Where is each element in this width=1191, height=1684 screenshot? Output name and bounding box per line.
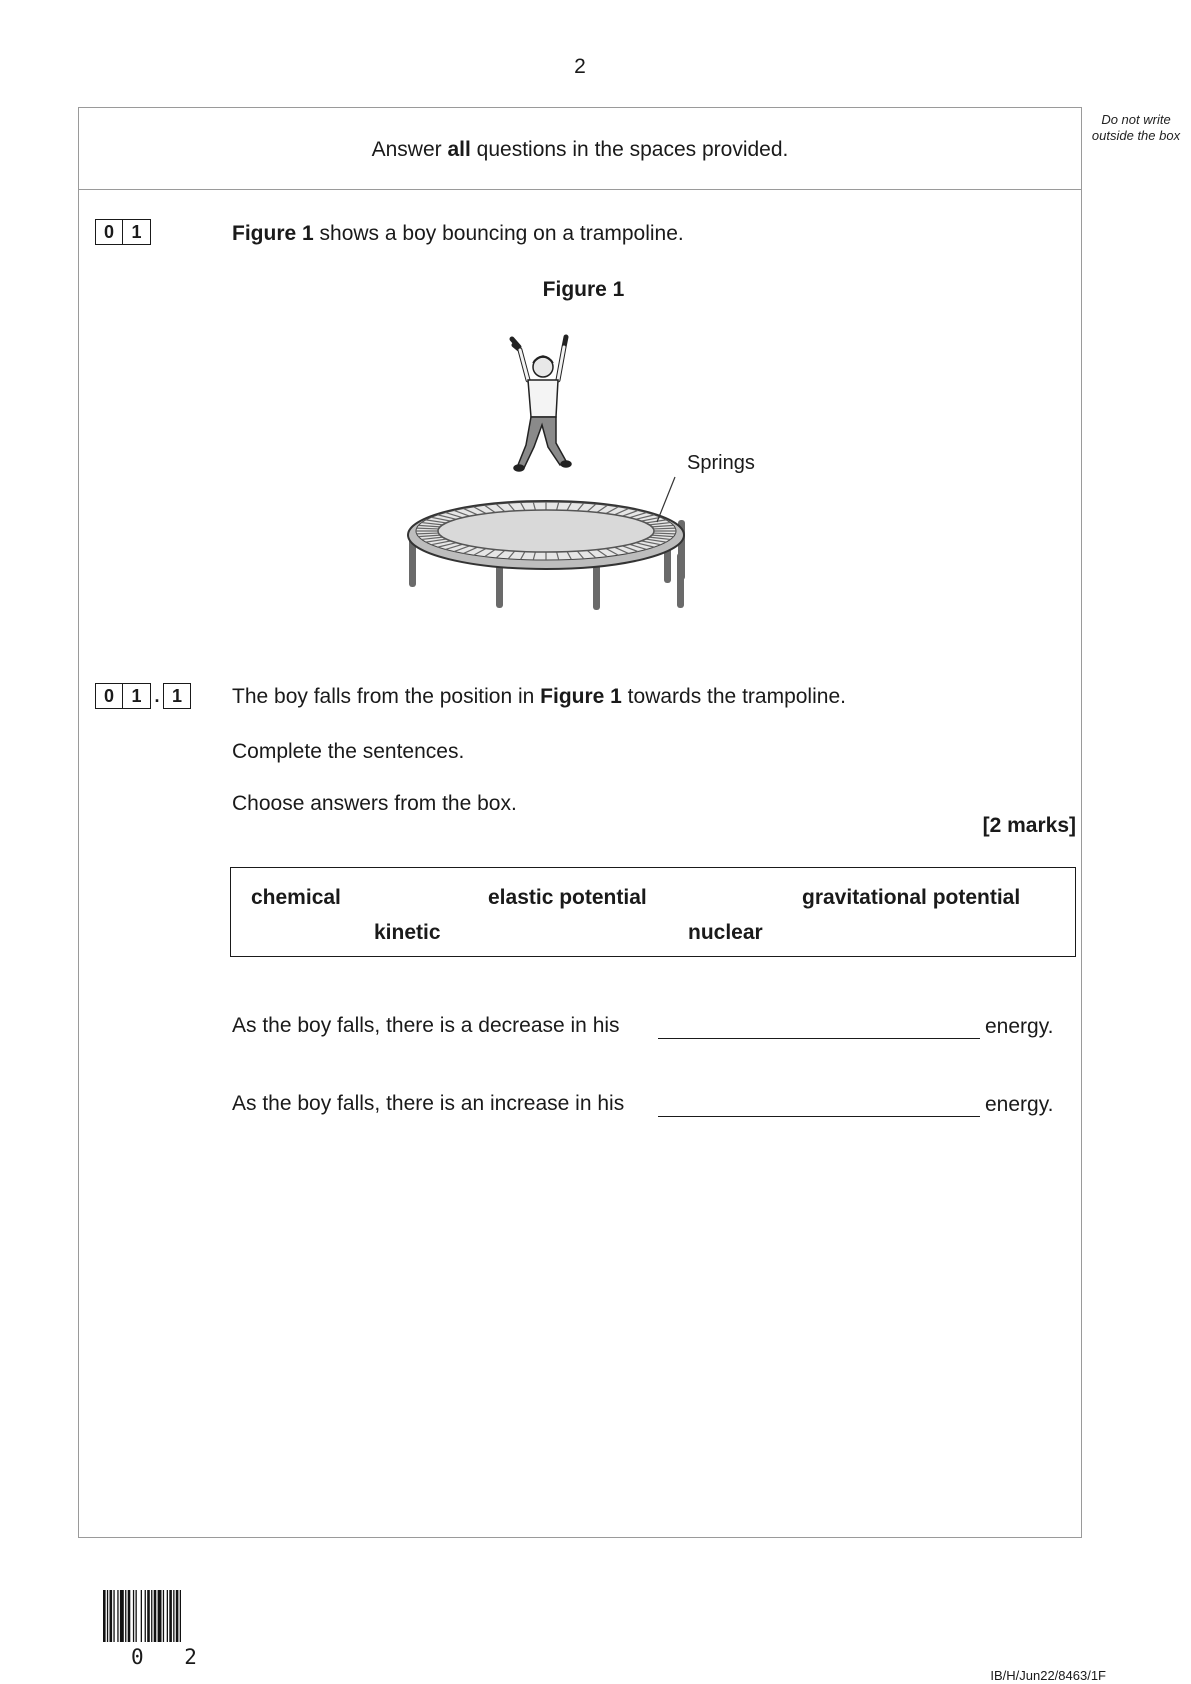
part-number-dot: . (154, 685, 160, 706)
barcode-bar (125, 1590, 126, 1642)
barcode-bar (173, 1590, 174, 1642)
barcode-bar (176, 1590, 179, 1642)
barcode-bar (133, 1590, 134, 1642)
barcode-bar (113, 1590, 114, 1642)
trampoline-figure (400, 325, 780, 625)
spring-tick (653, 528, 675, 529)
part-line3: Choose answers from the box. (232, 792, 517, 815)
barcode-bar (120, 1590, 124, 1642)
question-number-digit: 0 (95, 219, 123, 245)
part-instruction (232, 685, 846, 709)
barcode-bar (103, 1590, 106, 1642)
part-sub-digit: 1 (163, 683, 191, 709)
sentence2-suffix: energy. (985, 1093, 1054, 1116)
margin-note: Do not write outside the box (1091, 112, 1181, 143)
barcode-number: 0 2 (131, 1645, 211, 1669)
word-option: nuclear (688, 921, 763, 944)
barcode-bar (147, 1590, 150, 1642)
part-number-digit: 1 (123, 683, 151, 709)
figure-title: Figure 1 (542, 278, 625, 301)
barcode-bar (169, 1590, 172, 1642)
word-option: kinetic (374, 921, 441, 944)
barcode-bar (117, 1590, 118, 1642)
marks-label: [2 marks] (982, 814, 1076, 837)
word-choice-box (230, 867, 1076, 957)
springs-leader-line (657, 477, 675, 522)
barcode-bar (180, 1590, 181, 1642)
barcode-bar (141, 1590, 142, 1642)
instruction-text (78, 138, 1082, 162)
barcode-bar (136, 1590, 137, 1642)
part-line1-figure-ref: Figure 1 (540, 685, 622, 708)
intro-text: shows a boy bouncing on a trampoline. (313, 222, 684, 245)
barcode-image (103, 1590, 213, 1642)
barcode-bar (163, 1590, 164, 1642)
barcode-bar (158, 1590, 162, 1642)
barcode-bar (107, 1590, 108, 1642)
word-option: gravitational potential (802, 886, 1021, 909)
trampoline-mat (438, 510, 654, 552)
question-number-digit: 1 (123, 219, 151, 245)
part-line2: Complete the sentences. (232, 740, 465, 763)
sentence1-answer-line[interactable] (658, 1038, 980, 1039)
header-divider (78, 189, 1082, 190)
part-line1-suffix: towards the trampoline. (621, 685, 846, 708)
word-option: elastic potential (488, 886, 647, 909)
question-number (95, 219, 151, 245)
barcode-bar (128, 1590, 131, 1642)
barcode-bar (145, 1590, 146, 1642)
part-line1-prefix: The boy falls from the position in (232, 685, 541, 708)
paper-code: IB/H/Jun22/8463/1F (990, 1668, 1106, 1683)
part-number-digit: 0 (95, 683, 123, 709)
barcode-bar (110, 1590, 113, 1642)
sentence1-suffix: energy. (985, 1015, 1054, 1038)
part-number (95, 683, 191, 709)
instruction-prefix: Answer (371, 138, 448, 161)
page-number: 2 (574, 55, 586, 78)
barcode-bar (154, 1590, 157, 1642)
barcode-bar (151, 1590, 152, 1642)
instruction-bold: all (447, 138, 471, 161)
sentence1-prefix: As the boy falls, there is a decrease in his (232, 1014, 620, 1037)
instruction-suffix: questions in the spaces provided. (470, 138, 789, 161)
word-option: chemical (251, 886, 341, 909)
spring-tick (417, 533, 439, 534)
sentence2-prefix: As the boy falls, there is an increase in his (232, 1092, 625, 1115)
boy-figure (512, 337, 571, 471)
spring-tick (417, 528, 439, 529)
answer-area-border (78, 107, 1082, 1538)
spring-tick (653, 533, 675, 534)
sentence2-answer-line[interactable] (658, 1116, 980, 1117)
springs-label: Springs (687, 452, 755, 474)
question-intro (232, 222, 684, 246)
barcode-bar (167, 1590, 168, 1642)
intro-figure-ref: Figure 1 (232, 222, 314, 245)
